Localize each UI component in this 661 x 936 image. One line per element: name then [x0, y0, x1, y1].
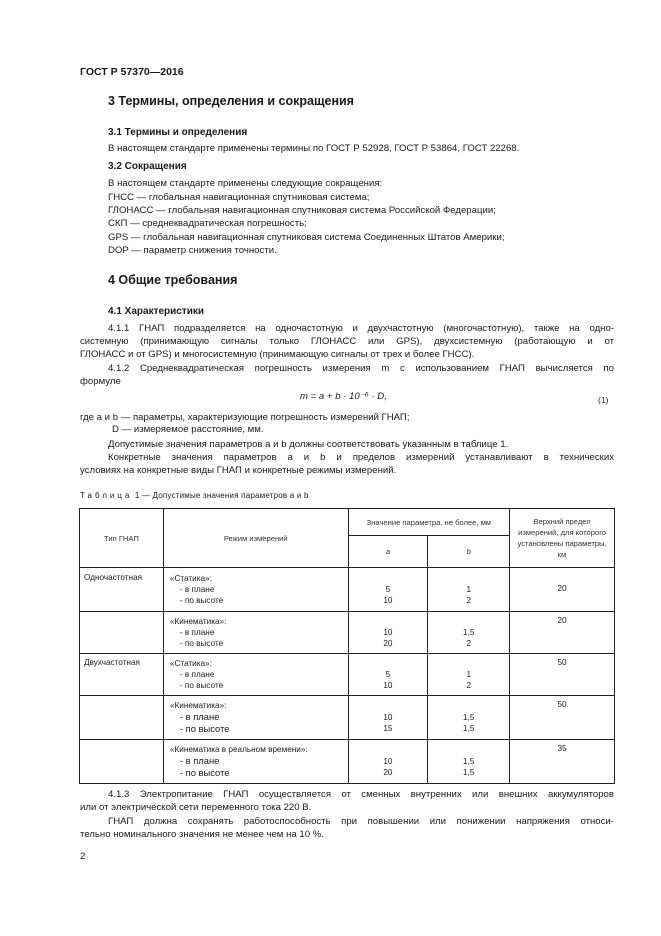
section-4-1-title: 4.1 Характеристики: [108, 306, 205, 317]
section-3-title: 3 Термины, определения и сокращения: [108, 94, 354, 108]
header-type: Тип ГНАП: [80, 509, 164, 568]
table-row: «Кинематика в реальном времени»: - в плане - по высоте 10 20 1,5 1,5 35: [80, 740, 615, 784]
header-value: Значение параметра, не более, мм: [348, 509, 510, 536]
type-cell: Двухчастотная: [80, 654, 164, 696]
header-a: a: [348, 536, 428, 568]
section-3-2-intro: В настоящем стандарте применены следующие сокращения:: [108, 178, 383, 189]
header-b: b: [428, 536, 510, 568]
section-3-1-text: В настоящем стандарте применены термины по ГОСТ Р 52928, ГОСТ Р 53864, ГОСТ 22268.: [108, 143, 520, 154]
formula-where-1: где a и b — параметры, характеризующие погрешность измерений ГНАП;: [80, 412, 410, 423]
paragraph-concrete-values: Конкретные значения параметров a и b и пределов измерений устанавливают в технических условиях на конкретные виды ГНАП и конкретные режимы измерений.: [80, 452, 614, 477]
page-number: 2: [80, 851, 86, 862]
section-3-1-title: 3.1 Термины и определения: [108, 127, 248, 138]
paragraph-allowed-values: Допустимые значения параметров a и b должны соответствовать указанным в таблице 1.: [108, 439, 509, 450]
header-limit: Верхний предел измерений, для которого установлены параметры, км: [510, 509, 615, 568]
paragraph-4-1-3: 4.1.3 Электропитание ГНАП осуществляется от сменных внутренних или внешних аккумуляторов или от электрической сети переменного тока 220 В.: [80, 789, 614, 814]
paragraph-power-requirements: ГНАП должна сохранять работоспособность при повышении или понижении напряжения относи- тельно номинального значения не менее чем на 10 %.: [80, 816, 614, 841]
header-mode: Режим измерений: [163, 509, 348, 568]
formula: m = a + b · 10⁻⁶ · D,: [300, 391, 387, 402]
table-row: Двухчастотная «Статика»: - в плане - по высоте 5 10 1 2 50: [80, 654, 615, 696]
table-caption: Таблица 1 — Допустимые значения параметров a и b: [80, 491, 309, 500]
formula-number: (1): [598, 395, 609, 405]
table-row: Одночастотная «Статика»: - в плане - по высоте 5 10 1 2 20: [80, 568, 615, 612]
type-cell: Одночастотная: [80, 568, 164, 612]
abbr-gps: GPS — глобальная навигационная спутниковая система Соединенных Штатов Америки;: [108, 231, 505, 243]
section-4-title: 4 Общие требования: [108, 273, 238, 287]
table-row: «Кинематика»: - в плане - по высоте 10 15 1,5 1,5 50: [80, 696, 615, 740]
abbr-dop: DOP — параметр снижения точности.: [108, 244, 277, 256]
paragraph-4-1-2: 4.1.2 Среднеквадратическая погрешность измерения m с использованием ГНАП вычисляется по формуле: [80, 363, 614, 388]
abbr-gnss: ГНСС — глобальная навигационная спутниковая система;: [108, 192, 370, 203]
formula-where-2: D — измеряемое расстояние, мм.: [112, 424, 264, 435]
parameters-table: [79, 508, 615, 784]
abbreviation-list: [80, 191, 614, 257]
abbr-glonass: ГЛОНАСС — глобальная навигационная спутниковая система Российской Федерации;: [108, 205, 496, 217]
document-header: ГОСТ Р 57370—2016: [80, 66, 184, 78]
abbr-skp: СКП — среднеквадратическая погрешность;: [108, 218, 307, 230]
table-row: «Кинематика»: - в плане - по высоте 10 20 1,5 2 20: [80, 612, 615, 654]
paragraph-4-1-1: 4.1.1 ГНАП подразделяется на одночастотную и двухчастотную (многочастотную), также на одно- системную (принимающую сигналы только ГЛОНАСС или GPS), двухсистемную (работающую и от ГЛОНАСС и от GPS) и многосистемную (принимающую сигналы от трех и более ГНСС).: [80, 323, 614, 361]
section-3-2-title: 3.2 Сокращения: [108, 161, 187, 172]
